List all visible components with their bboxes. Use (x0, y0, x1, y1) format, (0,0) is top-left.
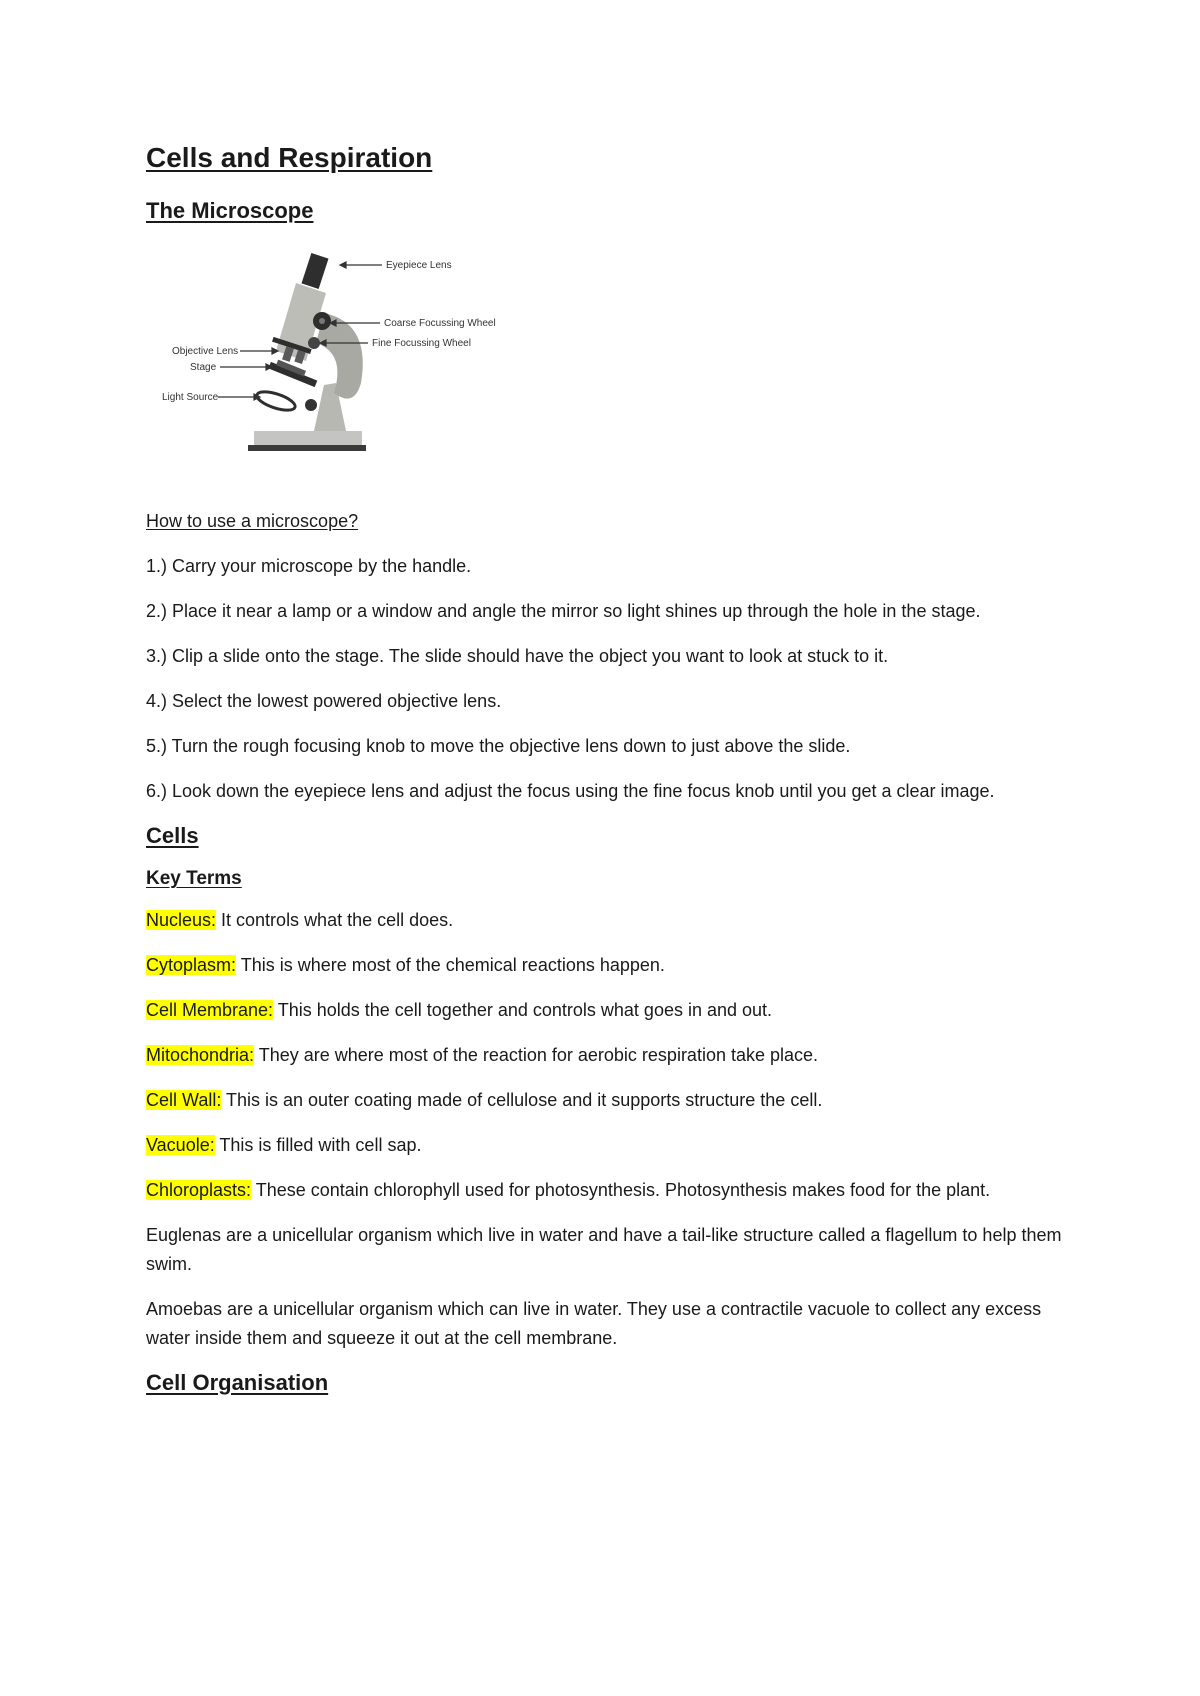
label-coarse-focussing-wheel: Coarse Focussing Wheel (384, 317, 496, 329)
step-3: 3.) Clip a slide onto the stage. The slide should have the object you want to look at stuck to it. (146, 645, 889, 666)
term-definition: This holds the cell together and controls what goes in and out. (273, 999, 773, 1020)
term-cell-membrane (146, 996, 1066, 1025)
term-label: Vacuole: (146, 1134, 215, 1155)
step-1: 1.) Carry your microscope by the handle. (146, 555, 472, 576)
document-title: Cells and Respiration (146, 142, 433, 173)
step-6: 6.) Look down the eyepiece lens and adjust the focus using the fine focus knob until you get a clear image. (146, 780, 995, 801)
term-definition: This is where most of the chemical reactions happen. (236, 954, 665, 975)
step-4: 4.) Select the lowest powered objective lens. (146, 690, 502, 711)
euglena-paragraph: Euglenas are a unicellular organism which live in water and have a tail-like structure called a flagellum to help them swim. (146, 1224, 1062, 1274)
label-objective-lens: Objective Lens (172, 345, 239, 357)
howto-heading: How to use a microscope? (146, 510, 359, 531)
term-label: Cell Wall: (146, 1089, 222, 1110)
microscope-illustration (156, 243, 516, 483)
cell-organisation-heading: Cell Organisation (146, 1369, 329, 1395)
term-label: Chloroplasts: (146, 1179, 252, 1200)
term-chloroplasts (146, 1176, 1066, 1205)
term-vacuole (146, 1131, 1066, 1160)
term-definition: These contain chlorophyll used for photosynthesis. Photosynthesis makes food for the plant. (251, 1179, 991, 1200)
step-2: 2.) Place it near a lamp or a window and angle the mirror so light shines up through the hole in the stage. (146, 600, 981, 621)
amoeba-paragraph: Amoebas are a unicellular organism which can live in water. They use a contractile vacuole to collect any excess water inside them and squeeze it out at the cell membrane. (146, 1298, 1042, 1348)
label-eyepiece-lens: Eyepiece Lens (386, 259, 452, 271)
term-definition: It controls what the cell does. (216, 909, 454, 930)
label-fine-focussing-wheel: Fine Focussing Wheel (372, 337, 471, 349)
term-label: Cytoplasm: (146, 954, 237, 975)
term-label: Nucleus: (146, 909, 217, 930)
label-stage: Stage (190, 361, 217, 373)
term-definition: They are where most of the reaction for aerobic respiration take place. (254, 1044, 819, 1065)
cells-heading: Cells (146, 822, 199, 848)
document-page (146, 140, 1066, 1414)
term-mitochondria (146, 1041, 1066, 1070)
microscope-heading: The Microscope (146, 198, 314, 223)
key-terms-heading: Key Terms (146, 868, 242, 889)
term-label: Mitochondria: (146, 1044, 255, 1065)
term-label: Cell Membrane: (146, 999, 274, 1020)
term-cell-wall (146, 1086, 1066, 1115)
step-5: 5.) Turn the rough focusing knob to move the objective lens down to just above the slide. (146, 735, 851, 756)
term-cytoplasm (146, 951, 1066, 980)
term-definition: This is filled with cell sap. (214, 1134, 422, 1155)
label-light-source: Light Source (162, 391, 219, 403)
term-definition: This is an outer coating made of cellulose and it supports structure the cell. (221, 1089, 823, 1110)
term-nucleus (146, 906, 1066, 935)
microscope-diagram (156, 243, 516, 483)
